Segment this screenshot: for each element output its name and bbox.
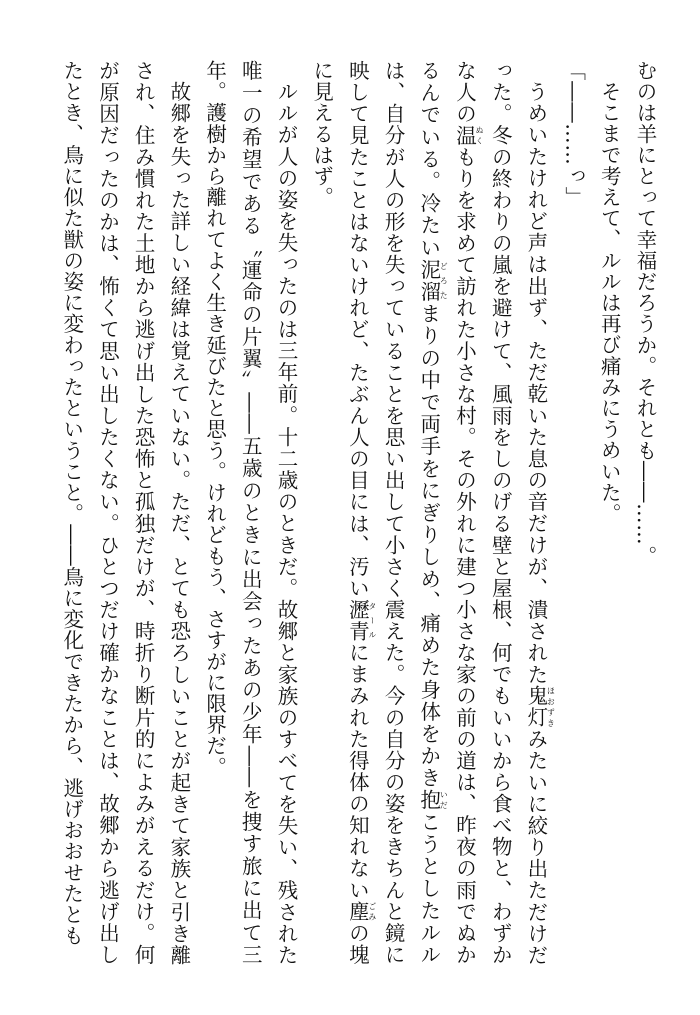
- text-run: うめいたけれど声は出ず、ただ乾いた息の音だけが、潰された: [523, 80, 548, 685]
- ruby-word: [523, 684, 556, 729]
- paragraph: [591, 60, 627, 965]
- ruby-reading: どろた: [439, 258, 449, 303]
- ruby-reading: ほおずき: [546, 684, 556, 728]
- paragraph: [303, 60, 555, 965]
- paragraph: [53, 60, 196, 965]
- text-run: ルルが人の姿を失ったのは三年前。十二歳のときだ。故郷と家族のすべてを失い、残された唯一の希望である〝運命の片翼〟――五歳のときに出会ったあの少年――を捜す旅に出て三年。護樹から離れてよく生き延びたと思う。けれどもう、さすがに限界だ。: [202, 60, 298, 965]
- ruby-base: 温: [452, 124, 477, 147]
- paragraph: [555, 60, 591, 965]
- paragraph: [196, 60, 303, 965]
- ruby-word: [416, 789, 449, 812]
- body-text: [53, 60, 662, 965]
- paragraph: [626, 60, 662, 965]
- text-run: みたいに絞り出ただけだった。冬の終わりの嵐を避けて、風雨をしのげる壁と屋根、何でもいいから食べ物と、わずかな人の: [452, 60, 548, 965]
- ruby-reading: いだ: [439, 789, 449, 811]
- text-run: こうとしたルルは、自分が人の形を失っていることを思い出して小さく震えた。今の自分の姿をきちんと鏡に映して見たことはないけれど、たぶん人の目には、汚い: [345, 60, 441, 966]
- ruby-base: 塵: [345, 900, 370, 923]
- ruby-base: 泥溜: [416, 258, 441, 304]
- text-run: にまみれた得体の知れない: [345, 642, 370, 901]
- ruby-word: [452, 124, 484, 147]
- ruby-word: [345, 900, 377, 923]
- ruby-word: [416, 258, 449, 304]
- text-run: そこまで考えて、ルルは再び痛みにうめいた。: [597, 80, 622, 524]
- ruby-base: 抱: [416, 789, 441, 812]
- ruby-base: 鬼灯: [523, 684, 548, 729]
- text-run: 故郷を失った詳しい経緯は覚えていない。ただ、とても恐ろしいことが起きて家族と引き離され、住み慣れた土地から逃げ出した恐怖と孤独だけが、時折り断片的によみがえるだけ。何が原因だったのかは、怖くて思い出したくない。ひとつだけ確かなことは、故郷から逃げ出したとき、鳥に似た獣の姿に変わったということ。――鳥に変化できたから、逃げおおせたとも: [59, 60, 191, 965]
- ruby-word: [345, 598, 377, 643]
- ruby-reading: ぬく: [474, 124, 484, 146]
- ruby-base: 瀝青: [345, 598, 370, 643]
- text-run: もりを求めて訪れた小さな村。その外れに建つ小さな家の前の道は、昨夜の雨でぬかるんでいる。冷たい: [416, 60, 477, 965]
- ruby-reading: ごみ: [367, 900, 377, 922]
- ruby-reading: タール: [367, 598, 377, 642]
- text-run: の塊に見えるはず。: [309, 60, 370, 966]
- text-run: むのは羊にとって幸福だろうか。それとも――……。: [633, 60, 657, 567]
- text-run: まりの中で両手をにぎりしめ、痛めた身体をかき: [416, 303, 441, 790]
- text-run: 「――……っ」: [561, 60, 586, 208]
